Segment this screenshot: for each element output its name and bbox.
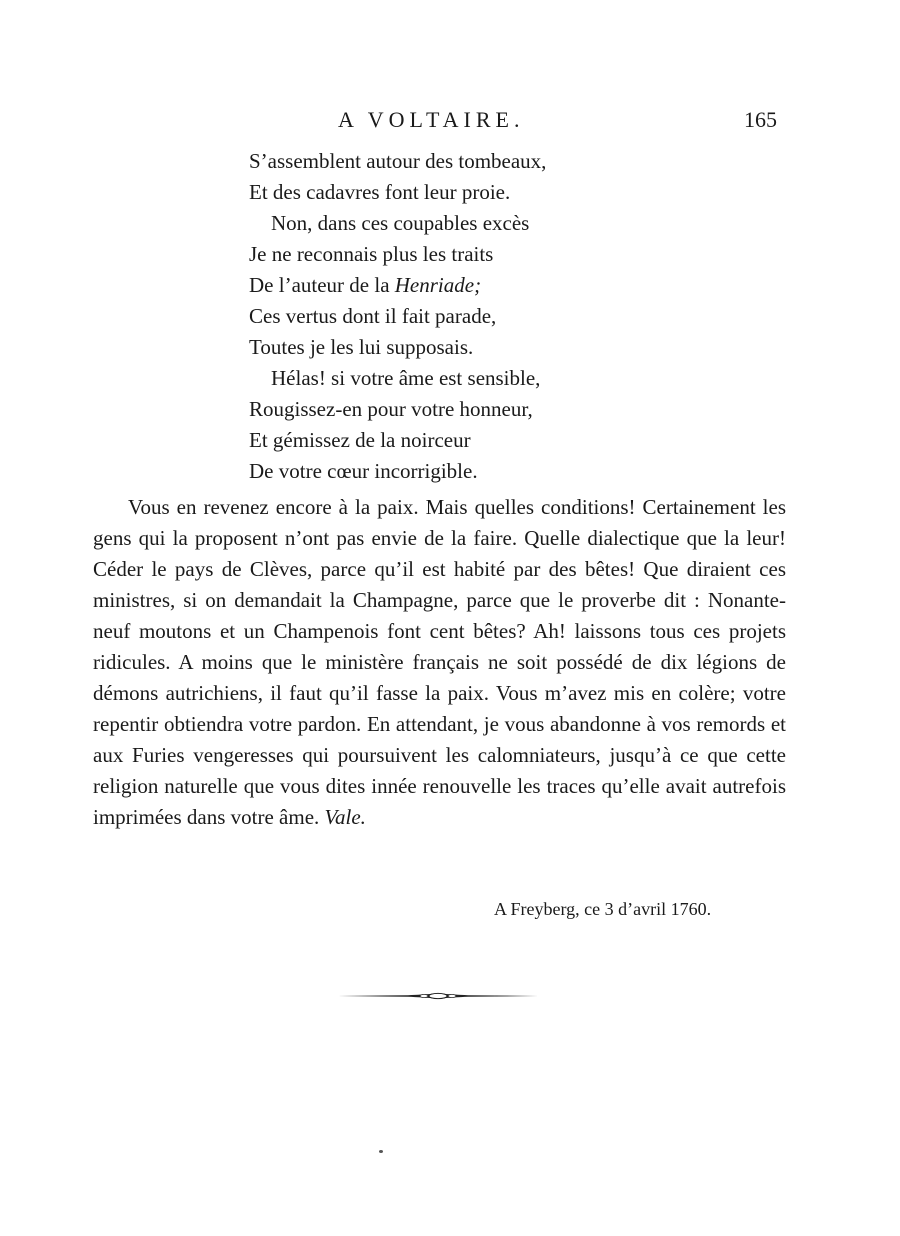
page-number: 165 <box>744 107 777 132</box>
verse-line-7: Toutes je les lui supposais. <box>249 335 474 359</box>
verse-block <box>249 146 669 487</box>
closing-vale: Vale. <box>324 805 366 829</box>
running-title: A VOLTAIRE. <box>338 107 525 132</box>
ink-speck <box>379 1150 383 1153</box>
running-head <box>0 107 900 137</box>
verse-line-2: Et des cadavres font leur proie. <box>249 180 511 204</box>
verse-line-10: Et gémissez de la noirceur <box>249 428 471 452</box>
verse-line-5-text: De l’auteur de la <box>249 273 395 297</box>
verse-line-8: Hélas! si votre âme est sensible, <box>271 366 541 390</box>
prose-paragraph <box>93 492 786 833</box>
prose-text: Vous en revenez encore à la paix. Mais quelles conditions! Certainement les gens qui la proposent n’ont pas envie de la faire. Quelle dialectique que la leur! Céder le pays de Clèves, parce qu’il est habité par des bêtes! Que diraient ces ministres, si on demandait la Champagne, parce que le proverbe dit : Nonante-neuf moutons et un Champenois font cent bêtes? Ah! laissons tous ces projets ridicules. A moins que le ministère français ne soit possédé de dix légions de démons autrichiens, il faut qu’il fasse la paix. Vous m’avez mis en colère; votre repentir obtiendra votre pardon. En attendant, je vous abandonne à vos remords et aux Furies vengeresses qui poursuivent les calomniateurs, jusqu’à ce que cette religion naturelle que vous dites innée renouvelle les traces qu’elle avait autrefois imprimées dans votre âme. <box>93 495 786 829</box>
verse-line-11: De votre cœur incorrigible. <box>249 459 478 483</box>
dateline: A Freyberg, ce 3 d’avril 1760. <box>494 899 712 919</box>
ornament-divider-icon <box>338 989 538 1003</box>
verse-line-5 <box>249 270 669 301</box>
verse-line-3: Non, dans ces coupables excès <box>271 211 530 235</box>
verse-line-9: Rougissez-en pour votre honneur, <box>249 397 533 421</box>
verse-line-4: Je ne reconnais plus les traits <box>249 242 494 266</box>
verse-line-1: S’assemblent autour des tombeaux, <box>249 149 547 173</box>
verse-line-6: Ces vertus dont il fait parade, <box>249 304 497 328</box>
henriade-title: Henriade; <box>394 273 482 297</box>
